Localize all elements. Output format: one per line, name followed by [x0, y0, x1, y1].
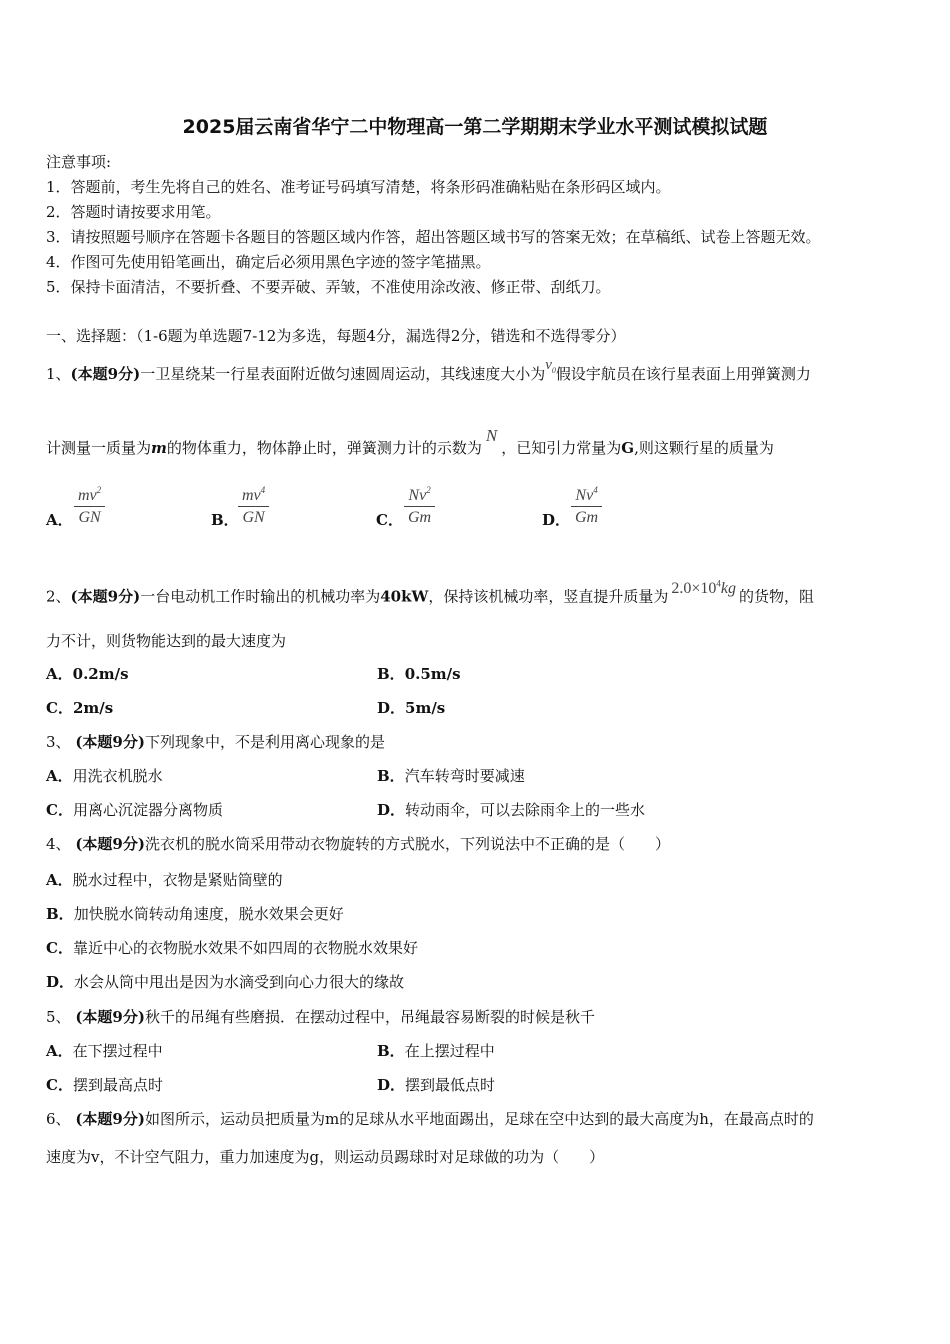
- symbol-N: N: [485, 426, 498, 445]
- question-number: 5、: [46, 1008, 71, 1026]
- question-number: 1、: [46, 365, 71, 383]
- note-item-2: 2．答题时请按要求用笔。: [46, 203, 221, 221]
- question-points: (本题9分): [75, 733, 145, 751]
- note-item-3: 3．请按照题号顺序在答题卡各题目的答题区域内作答，超出答题区域书写的答案无效；在草稿纸、试卷上答题无效。: [46, 228, 821, 246]
- option-C-formula: Nv$^2$ Gm: [404, 486, 435, 529]
- question-5: [46, 1007, 595, 1027]
- question-1-line-2: [46, 426, 774, 458]
- q2-option-D: D．5m/s: [377, 699, 446, 717]
- question-points: (本题9分): [75, 835, 145, 853]
- exam-title: 2025届云南省华宁二中物理高一第二学期期末学业水平测试模拟试题: [182, 116, 768, 138]
- note-item-4: 4．作图可先使用铅笔画出，确定后必须用黑色字迹的签字笔描黑。: [46, 253, 491, 271]
- question-number: 4、: [46, 835, 71, 853]
- question-1-line-1: [46, 357, 811, 391]
- question-text: 一台电动机工作时输出的机械功率为: [140, 587, 381, 606]
- question-number: 6、: [46, 1110, 71, 1128]
- option-label-C: C．: [376, 511, 403, 529]
- question-3: [46, 732, 385, 752]
- option-A-formula: $mv^2$ GN: [74, 486, 105, 529]
- q4-option-C: C．靠近中心的衣物脱水效果不如四周的衣物脱水效果好: [46, 939, 418, 957]
- q3-option-C: C．用离心沉淀器分离物质: [46, 801, 223, 819]
- question-points: (本题9分): [75, 1110, 145, 1128]
- question-points: (本题9分): [70, 587, 141, 606]
- question-text: 下列现象中，不是利用离心现象的是: [144, 733, 385, 751]
- option-B-formula: $mv^4$ GN: [238, 486, 269, 529]
- question-points: (本题9分): [75, 1008, 145, 1026]
- question-text: ,则这颗行星的质量为: [634, 439, 774, 457]
- question-text: 秋千的吊绳有些磨损．在摆动过程中，吊绳最容易断裂的时候是秋千: [144, 1008, 595, 1026]
- question-points: (本题9分): [70, 365, 141, 383]
- q4-option-B: B．加快脱水筒转动角速度，脱水效果会更好: [46, 905, 344, 923]
- note-item-5: 5．保持卡面清洁，不要折叠、不要弄破、弄皱，不准使用涂改液、修正带、刮纸刀。: [46, 278, 611, 296]
- q5-option-D: D．摆到最低点时: [377, 1076, 496, 1094]
- question-text: 洗衣机的脱水筒采用带动衣物旋转的方式脱水，下列说法中不正确的是（ ）: [144, 835, 670, 853]
- q5-option-B: B．在上摆过程中: [377, 1042, 495, 1060]
- option-label-D: D．: [542, 511, 571, 529]
- q2-option-A: A．0.2m/s: [46, 665, 129, 683]
- question-6-line-1: [46, 1109, 814, 1129]
- question-text: 计测量一质量为: [46, 439, 152, 457]
- question-text: 如图所示，运动员把质量为m的足球从水平地面踢出，足球在空中达到的最大高度为h，在最高点时的: [144, 1110, 814, 1128]
- question-2-line-2: 力不计，则货物能达到的最大速度为: [46, 632, 287, 650]
- q5-option-A: A．在下摆过程中: [46, 1042, 163, 1060]
- option-label-B: B．: [211, 511, 239, 529]
- question-2-line-1: [46, 579, 814, 607]
- question-text: 一卫星绕某一行星表面附近做匀速圆周运动，其线速度大小为: [140, 365, 546, 383]
- question-number: 3、: [46, 733, 71, 751]
- mass-value: $2.0\times 10^4kg$: [671, 579, 736, 598]
- q3-option-B: B．汽车转弯时要减速: [377, 767, 525, 785]
- q2-option-C: C．2m/s: [46, 699, 114, 717]
- question-4: [46, 834, 670, 854]
- question-6-line-2: 速度为v，不计空气阻力，重力加速度为g，则运动员踢球时对足球做的功为（ ）: [46, 1148, 605, 1166]
- q2-option-B: B．0.5m/s: [377, 665, 461, 683]
- question-number: 2、: [46, 587, 71, 606]
- option-label-A: A．: [46, 511, 73, 529]
- symbol-m: m: [151, 439, 167, 457]
- note-item-1: 1．答题前，考生先将自己的姓名、准考证号码填写清楚，将条形码准确粘贴在条形码区域内。: [46, 178, 671, 196]
- section-heading: 一、选择题：（1-6题为单选题7-12为多选，每题4分，漏选得2分，错选和不选得零分）: [46, 327, 626, 345]
- question-text: 的物体重力，物体静止时，弹簧测力计的示数为: [166, 439, 482, 457]
- q3-option-A: A．用洗衣机脱水: [46, 767, 163, 785]
- notes-heading: 注意事项:: [46, 153, 112, 171]
- question-text: ，保持该机械功率，竖直提升质量为: [428, 587, 669, 606]
- q5-option-C: C．摆到最高点时: [46, 1076, 163, 1094]
- symbol-v0: $v_0$: [545, 357, 556, 375]
- symbol-G: G: [621, 439, 635, 457]
- q3-option-D: D．转动雨伞，可以去除雨伞上的一些水: [377, 801, 646, 819]
- question-text: ，已知引力常量为: [501, 439, 622, 457]
- option-D-formula: Nv$^4$ Gm: [571, 486, 602, 529]
- power-value: 40kW: [380, 587, 429, 606]
- question-text: 假设宇航员在该行星表面上用弹簧测力: [555, 365, 811, 383]
- question-text: 的货物，阻: [738, 587, 814, 606]
- q4-option-A: A．脱水过程中，衣物是紧贴筒壁的: [46, 871, 283, 889]
- q4-option-D: D．水会从筒中甩出是因为水滴受到向心力很大的缘故: [46, 973, 405, 991]
